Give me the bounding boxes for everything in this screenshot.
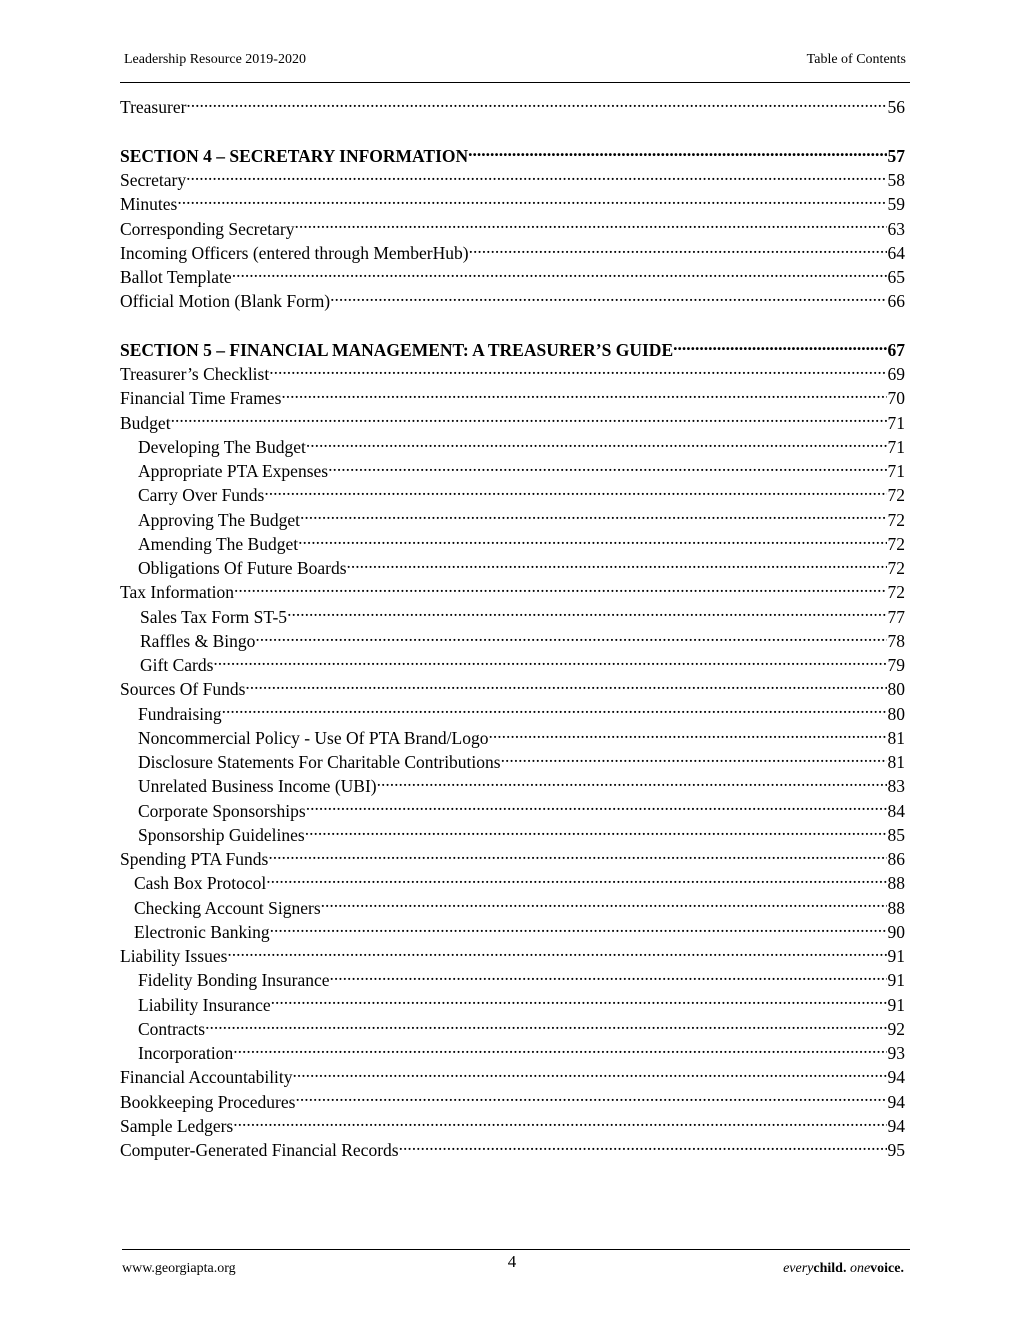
toc-dot-leader	[268, 841, 886, 865]
toc-dot-leader	[330, 283, 886, 307]
toc-dot-leader	[232, 259, 887, 283]
toc-entry-title: Incorporation	[138, 1043, 234, 1063]
toc-dot-leader	[295, 1083, 886, 1107]
toc-entry-page: 95	[887, 1140, 905, 1160]
toc-entry-title: SECTION 5 – FINANCIAL MANAGEMENT: A TREASURER’S GUIDE	[120, 339, 674, 360]
toc-entry-page: 58	[887, 170, 905, 190]
toc-entry-title: Computer-Generated Financial Records	[120, 1140, 399, 1160]
toc-entry	[120, 283, 905, 312]
toc-entry-title: Incoming Officers (entered through MemberHub)	[120, 242, 469, 263]
toc-entry-title: Noncommercial Policy - Use Of PTA Brand/Logo	[138, 727, 489, 748]
toc-dot-leader	[305, 817, 887, 841]
toc-entry	[120, 259, 905, 287]
table-of-contents	[120, 89, 905, 1160]
header-document-title: Leadership Resource 2019-2020	[124, 52, 306, 67]
toc-entry-page: 56	[887, 97, 905, 118]
toc-entry-title: Approving The Budget	[138, 509, 301, 530]
toc-entry-title: Liability Issues	[120, 946, 228, 966]
toc-entry-title: Developing The Budget	[138, 436, 306, 457]
toc-entry-page: 91	[887, 970, 905, 991]
toc-dot-leader	[306, 792, 887, 816]
toc-entry-page: 72	[887, 509, 905, 530]
toc-entry-title: Liability Insurance	[138, 994, 271, 1015]
toc-entry-title: Amending The Budget	[138, 533, 299, 554]
toc-entry	[120, 429, 905, 457]
toc-entry-title: Official Motion (Blank Form)	[120, 291, 331, 312]
toc-entry-title: Treasurer’s Checklist	[120, 364, 270, 384]
toc-entry-page: 94	[887, 1091, 905, 1112]
toc-dot-leader	[205, 1011, 886, 1035]
toc-dot-leader	[171, 404, 887, 428]
toc-entry	[120, 1132, 905, 1160]
toc-spacer	[120, 113, 905, 137]
toc-entry-title: Treasurer	[120, 97, 187, 118]
toc-dot-leader	[293, 1059, 887, 1083]
toc-entry-title: Financial Accountability	[120, 1067, 293, 1088]
toc-entry-title: Sample Ledgers	[120, 1115, 234, 1136]
toc-entry	[120, 598, 905, 627]
toc-entry	[120, 89, 905, 118]
slogan-every: every	[783, 1261, 814, 1276]
toc-entry-title: Budget	[120, 412, 171, 433]
toc-dot-leader	[281, 380, 886, 404]
toc-dot-leader	[377, 768, 887, 792]
toc-dot-leader	[264, 477, 886, 501]
toc-entry-page: 92	[887, 1018, 905, 1039]
toc-entry-title: Raffles & Bingo	[140, 630, 256, 651]
toc-dot-leader	[300, 501, 886, 525]
toc-dot-leader	[271, 986, 887, 1010]
footer-slogan	[783, 1260, 904, 1278]
toc-entry-title: Obligations Of Future Boards	[138, 558, 347, 578]
toc-dot-leader	[245, 671, 886, 695]
toc-dot-leader	[501, 744, 887, 768]
toc-entry-page: 64	[887, 242, 905, 263]
toc-entry-page: 91	[887, 994, 905, 1015]
toc-entry	[120, 647, 905, 675]
toc-entry-page: 84	[887, 800, 905, 821]
toc-dot-leader	[330, 962, 887, 986]
toc-entry-page: 88	[887, 897, 905, 918]
toc-dot-leader	[673, 332, 886, 356]
toc-entry-page: 77	[887, 606, 905, 627]
toc-entry-page: 72	[887, 582, 905, 603]
toc-dot-leader	[287, 598, 886, 622]
toc-entry-page: 80	[887, 703, 905, 724]
toc-dot-leader	[234, 574, 887, 598]
toc-dot-leader	[294, 210, 886, 234]
page-header	[124, 50, 906, 70]
toc-entry	[120, 162, 905, 190]
toc-entry-page: 78	[887, 630, 905, 651]
toc-entry-title: Secretary	[120, 170, 187, 190]
toc-dot-leader	[306, 429, 887, 453]
toc-entry-title: Cash Box Protocol	[134, 873, 267, 894]
toc-entry-page: 69	[887, 364, 905, 384]
toc-dot-leader	[233, 1035, 886, 1059]
toc-entry	[120, 186, 905, 215]
toc-entry	[120, 695, 905, 724]
toc-dot-leader	[222, 695, 887, 719]
toc-entry-page: 79	[887, 655, 905, 675]
toc-entry-page: 86	[887, 849, 905, 869]
toc-entry-page: 94	[887, 1115, 905, 1136]
toc-entry-page: 66	[887, 291, 905, 312]
header-section-title: Table of Contents	[806, 52, 906, 67]
toc-entry-page: 71	[887, 461, 905, 481]
toc-entry	[120, 1059, 905, 1088]
toc-entry-page: 83	[887, 776, 905, 797]
toc-entry	[120, 1108, 905, 1136]
toc-entry-title: Spending PTA Funds	[120, 849, 269, 869]
toc-entry-title: Bookkeeping Procedures	[120, 1091, 296, 1112]
toc-entry-page: 72	[887, 533, 905, 554]
toc-entry-page: 81	[887, 752, 905, 772]
toc-entry-page: 65	[887, 267, 905, 287]
slogan-child: child.	[813, 1261, 847, 1276]
toc-dot-leader	[186, 89, 886, 113]
toc-dot-leader	[270, 914, 887, 938]
toc-dot-leader	[177, 186, 886, 210]
toc-entry-title: Contracts	[138, 1018, 206, 1039]
toc-dot-leader	[469, 235, 887, 259]
toc-entry	[120, 962, 905, 991]
toc-dot-leader	[269, 356, 886, 380]
toc-entry-page: 88	[887, 873, 905, 894]
toc-entry-title: Checking Account Signers	[134, 897, 321, 918]
toc-entry-title: SECTION 4 – SECRETARY INFORMATION	[120, 145, 469, 166]
toc-entry-title: Unrelated Business Income (UBI)	[138, 776, 377, 797]
toc-dot-leader	[255, 623, 886, 647]
toc-entry-page: 57	[887, 145, 905, 166]
toc-entry	[120, 938, 905, 966]
header-divider	[120, 82, 910, 83]
toc-entry-title: Electronic Banking	[134, 921, 270, 942]
toc-entry-title: Fundraising	[138, 703, 222, 724]
toc-entry-title: Gift Cards	[140, 655, 214, 675]
toc-entry-page: 93	[887, 1043, 905, 1063]
toc-entry-page: 80	[887, 679, 905, 700]
toc-entry-title: Sales Tax Form ST-5	[140, 606, 288, 627]
toc-entry-page: 90	[887, 921, 905, 942]
toc-dot-leader	[186, 162, 886, 186]
toc-entry-title: Tax Information	[120, 582, 234, 603]
toc-section-heading	[120, 138, 905, 166]
toc-entry-page: 91	[887, 946, 905, 966]
toc-dot-leader	[468, 138, 886, 162]
toc-dot-leader	[298, 526, 886, 550]
slogan-one: one	[849, 1261, 871, 1276]
toc-entry-title: Corporate Sponsorships	[138, 800, 306, 821]
toc-entry-title: Sponsorship Guidelines	[138, 824, 305, 845]
toc-entry-page: 94	[887, 1067, 905, 1088]
toc-entry-title: Corresponding Secretary	[120, 218, 295, 239]
toc-entry-page: 85	[887, 824, 905, 845]
toc-entry-page: 71	[887, 412, 905, 433]
toc-dot-leader	[328, 453, 886, 477]
toc-entry-title: Minutes	[120, 194, 178, 215]
toc-entry-page: 70	[887, 388, 905, 409]
toc-entry	[120, 671, 905, 700]
toc-section-heading	[120, 332, 905, 360]
page-number: 4	[507, 1252, 517, 1271]
toc-entry-page: 81	[887, 727, 905, 748]
toc-dot-leader	[347, 550, 887, 574]
toc-entry	[120, 1035, 905, 1063]
toc-dot-leader	[266, 865, 886, 889]
toc-dot-leader	[233, 1108, 886, 1132]
toc-dot-leader	[321, 889, 887, 913]
toc-entry-title: Sources Of Funds	[120, 679, 246, 700]
toc-entry	[120, 210, 905, 239]
toc-dot-leader	[227, 938, 886, 962]
toc-entry-page: 67	[887, 339, 905, 360]
toc-entry-page: 63	[887, 218, 905, 239]
toc-dot-leader	[399, 1132, 887, 1156]
toc-entry-page: 71	[887, 436, 905, 457]
toc-dot-leader	[213, 647, 886, 671]
toc-entry	[120, 404, 905, 433]
toc-entry-title: Financial Time Frames	[120, 388, 282, 409]
toc-entry-page: 72	[887, 485, 905, 506]
toc-entry	[120, 574, 905, 603]
toc-entry	[120, 1011, 905, 1039]
toc-entry-title: Fidelity Bonding Insurance	[138, 970, 330, 991]
slogan-voice: voice.	[870, 1261, 904, 1276]
toc-entry-title: Carry Over Funds	[138, 485, 265, 506]
toc-entry-page: 72	[887, 558, 905, 578]
toc-entry	[120, 720, 905, 748]
toc-entry-title: Appropriate PTA Expenses	[138, 461, 329, 481]
toc-dot-leader	[488, 720, 886, 744]
footer-divider	[122, 1249, 910, 1250]
toc-entry-page: 59	[887, 194, 905, 215]
toc-entry-title: Ballot Template	[120, 267, 232, 287]
footer-website: www.georgiapta.org	[122, 1261, 236, 1276]
toc-entry-title: Disclosure Statements For Charitable Contributions	[138, 752, 501, 772]
